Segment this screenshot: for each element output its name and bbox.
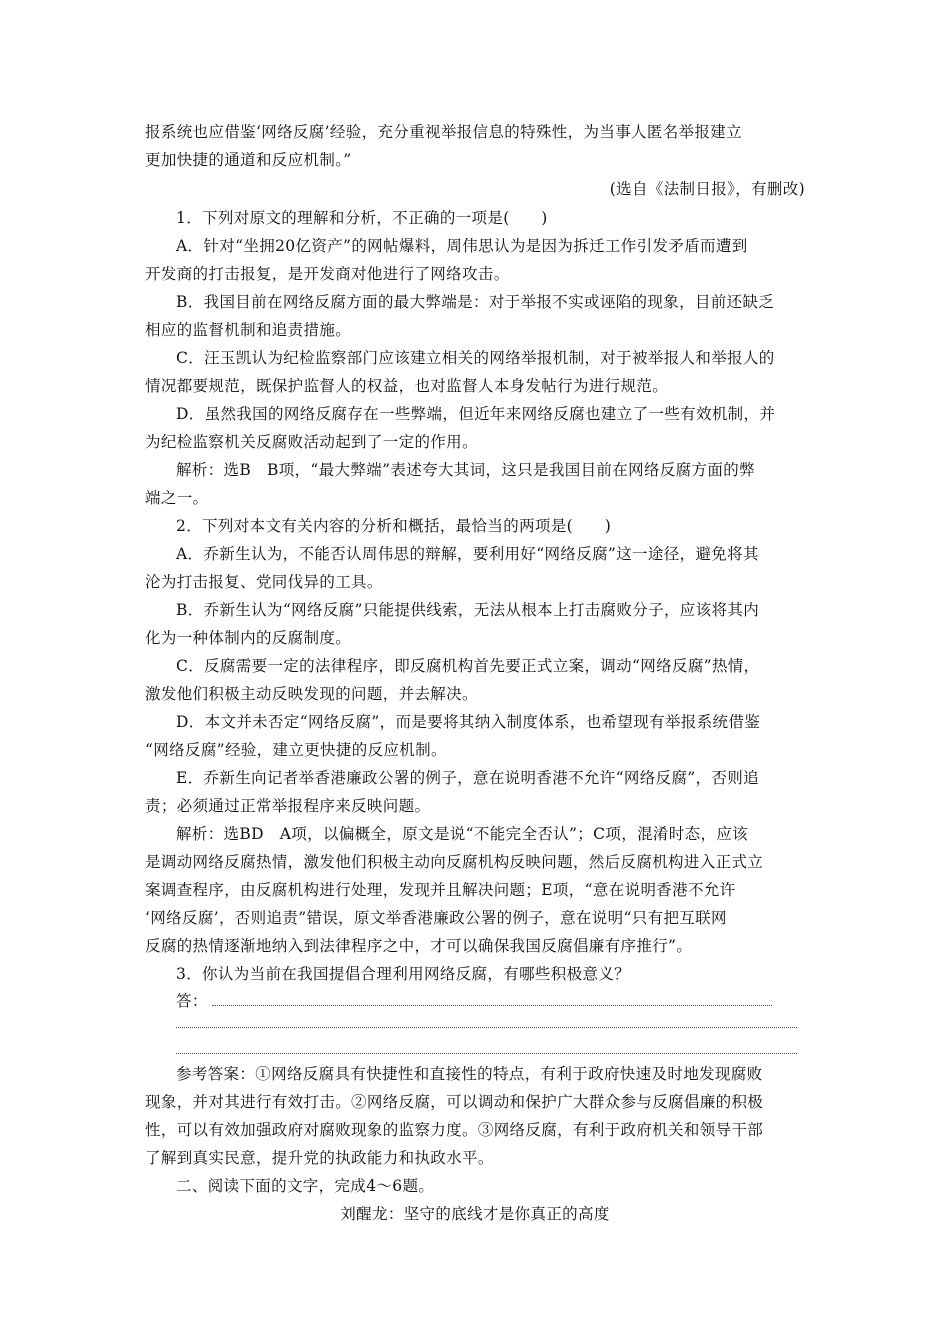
answer-line-1[interactable] bbox=[212, 1005, 772, 1006]
reference-answer-line-1: 参考答案：①网络反腐具有快捷性和直接性的特点，有利于政府快速及时地发现腐败 bbox=[176, 1065, 763, 1083]
q2-option-e-line-1: E．乔新生向记者举香港廉政公署的例子，意在说明香港不允许“网络反腐”，否则追 bbox=[176, 769, 759, 787]
q1-option-c-line-1: C．汪玉凯认为纪检监察部门应该建立相关的网络举报机制，对于被举报人和举报人的 bbox=[176, 349, 775, 367]
answer-line-3[interactable] bbox=[176, 1053, 797, 1054]
reference-answer-line-2: 现象，并对其进行有效打击。②网络反腐，可以调动和保护广大群众参与反腐倡廉的积极 bbox=[145, 1093, 764, 1111]
q1-analysis-line-1: 解析：选B B项，“最大弊端”表述夸大其词，这只是我国目前在网络反腐方面的弊 bbox=[176, 461, 755, 479]
q2-option-e-line-2: 责；必须通过正常举报程序来反映问题。 bbox=[145, 797, 431, 815]
question-2-stem: 2．下列对本文有关内容的分析和概括，最恰当的两项是( ) bbox=[176, 517, 612, 535]
q2-option-c-line-2: 激发他们积极主动反映发现的问题，并去解决。 bbox=[145, 685, 478, 703]
source-citation: (选自《法制日报》，有删改) bbox=[609, 180, 805, 198]
q2-option-b-line-1: B．乔新生认为“网络反腐”只能提供线索，无法从根本上打击腐败分子，应该将其内 bbox=[176, 601, 760, 619]
q1-option-c-line-2: 情况都要规范，既保护监督人的权益，也对监督人本身发帖行为进行规范。 bbox=[145, 377, 669, 395]
q1-option-a-line-2: 开发商的打击报复，是开发商对他进行了网络攻击。 bbox=[145, 265, 510, 283]
q1-option-a-line-1: A．针对“坐拥20亿资产”的网帖爆料，周伟思认为是因为拆迁工作引发矛盾而遭到 bbox=[176, 237, 748, 255]
answer-label: 答： bbox=[176, 992, 208, 1010]
q1-option-d-line-2: 为纪检监察机关反腐败活动起到了一定的作用。 bbox=[145, 433, 478, 451]
answer-line-2[interactable] bbox=[176, 1027, 797, 1028]
q1-option-b-line-2: 相应的监督机制和追责措施。 bbox=[145, 321, 352, 339]
q2-option-c-line-1: C．反腐需要一定的法律程序，即反腐机构首先要正式立案，调动“网络反腐”热情， bbox=[176, 657, 760, 675]
q2-analysis-line-1: 解析：选BD A项，以偏概全，原文是说“不能完全否认”；C项，混淆时态，应该 bbox=[176, 825, 749, 843]
passage-title: 刘醒龙：坚守的底线才是你真正的高度 bbox=[340, 1205, 610, 1223]
q1-option-d-line-1: D．虽然我国的网络反腐存在一些弊端，但近年来网络反腐也建立了一些有效机制，并 bbox=[176, 405, 776, 423]
q2-option-a-line-2: 沦为打击报复、党同伐异的工具。 bbox=[145, 573, 383, 591]
question-1-stem: 1．下列对原文的理解和分析，不正确的一项是( ) bbox=[176, 209, 548, 227]
q2-analysis-line-2: 是调动网络反腐热情，激发他们积极主动向反腐机构反映问题，然后反腐机构进入正式立 bbox=[145, 853, 764, 871]
q2-option-d-line-2: “网络反腐”经验，建立更快捷的反应机制。 bbox=[145, 741, 447, 759]
q2-option-a-line-1: A．乔新生认为，不能否认周伟思的辩解，要利用好“网络反腐”这一途径，避免将其 bbox=[176, 545, 759, 563]
q2-option-b-line-2: 化为一种体制内的反腐制度。 bbox=[145, 629, 352, 647]
q2-analysis-line-3: 案调查程序，由反腐机构进行处理，发现并且解决问题；E项，“意在说明香港不允许 bbox=[145, 881, 736, 899]
section-heading: 二、阅读下面的文字，完成4～6题。 bbox=[176, 1177, 435, 1195]
q2-analysis-line-5: 反腐的热情逐渐地纳入到法律程序之中，才可以确保我国反腐倡廉有序推行”。 bbox=[145, 937, 693, 955]
q2-option-d-line-1: D．本文并未否定“网络反腐”，而是要将其纳入制度体系，也希望现有举报系统借鉴 bbox=[176, 713, 761, 731]
question-3-stem: 3．你认为当前在我国提倡合理利用网络反腐，有哪些积极意义？ bbox=[176, 965, 631, 983]
q1-analysis-line-2: 端之一。 bbox=[145, 489, 209, 507]
intro-line-2: 更加快捷的通道和反应机制。” bbox=[145, 151, 352, 169]
intro-line-1: 报系统也应借鉴‘网络反腐’经验，充分重视举报信息的特殊性，为当事人匿名举报建立 bbox=[145, 123, 743, 141]
q1-option-b-line-1: B．我国目前在网络反腐方面的最大弊端是：对于举报不实或诬陷的现象，目前还缺乏 bbox=[176, 293, 775, 311]
reference-answer-line-4: 了解到真实民意，提升党的执政能力和执政水平。 bbox=[145, 1149, 494, 1167]
reference-answer-line-3: 性，可以有效加强政府对腐败现象的监察力度。③网络反腐，有利于政府机关和领导干部 bbox=[145, 1121, 764, 1139]
q2-analysis-line-4: ‘网络反腐’，否则追责”错误，原文举香港廉政公署的例子，意在说明“只有把互联网 bbox=[145, 909, 727, 927]
